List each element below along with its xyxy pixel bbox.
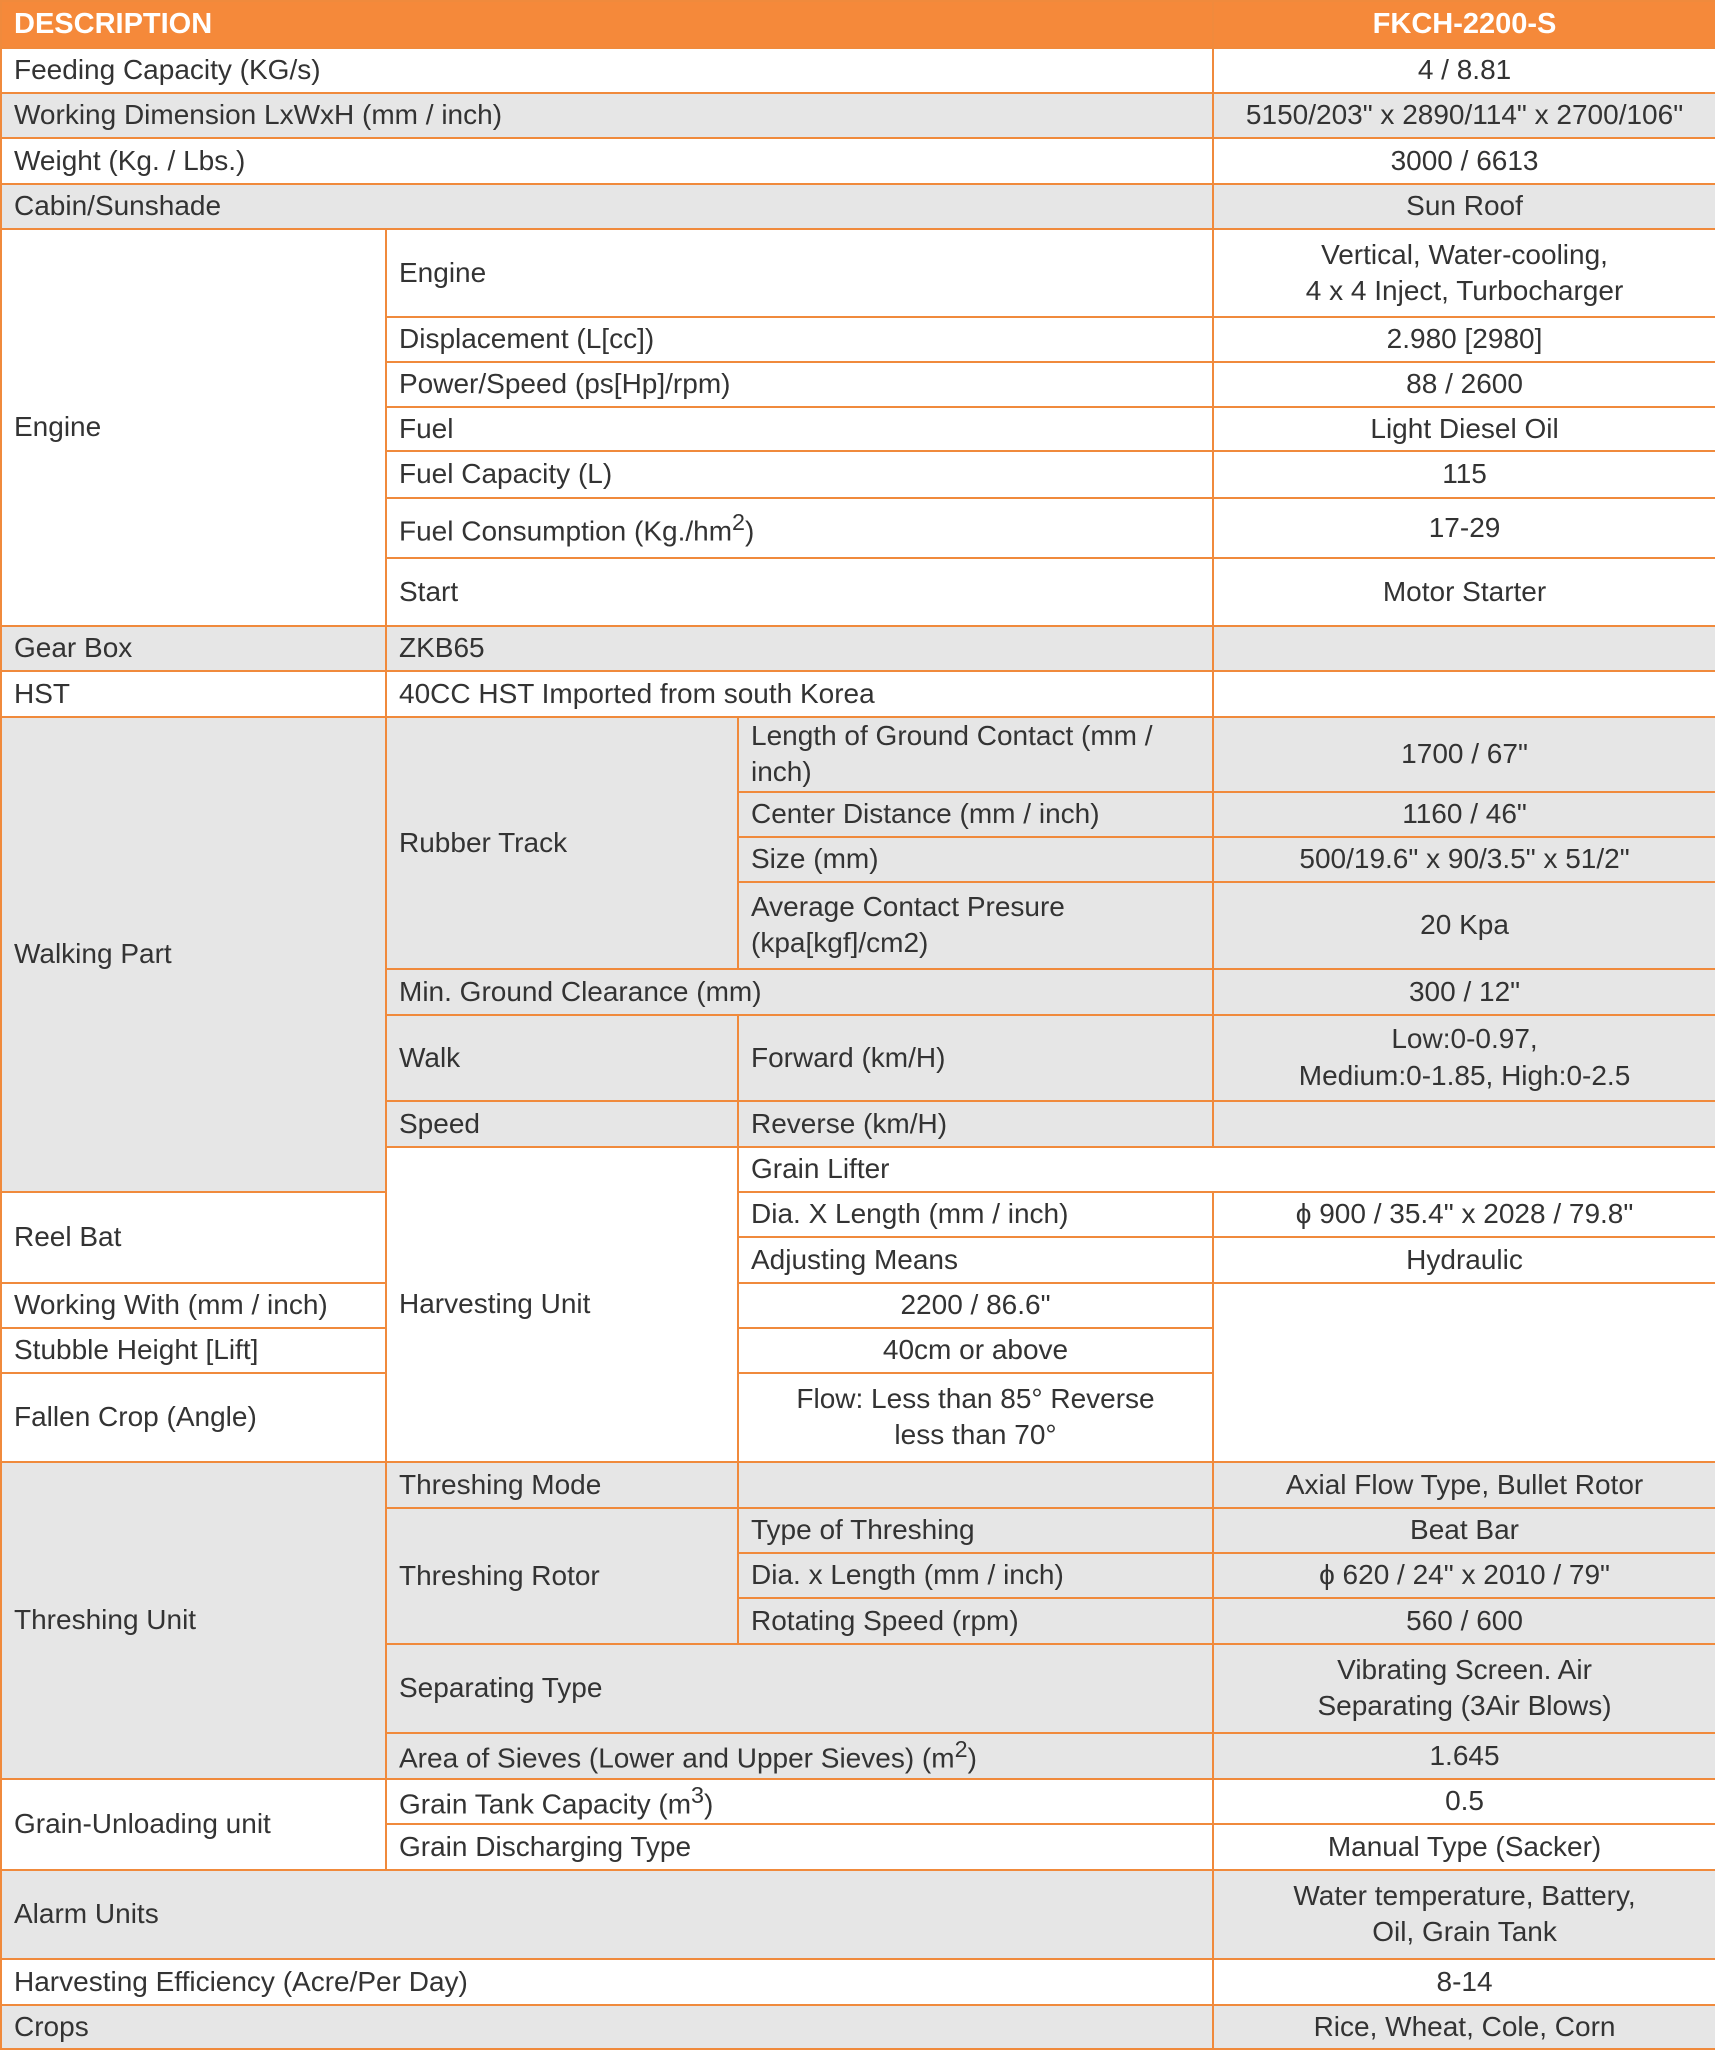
table-row [1,184,1715,229]
row-label: Dia. X Length (mm / inch) [738,1192,1213,1237]
row-value: 40cm or above [738,1328,1213,1373]
row-value: 500/19.6" x 90/3.5" x 51/2" [1213,837,1715,882]
row-value: 40CC HST Imported from south Korea [386,671,1213,717]
row-label: Displacement (L[cc]) [386,317,1213,362]
row-label: Fuel Capacity (L) [386,451,1213,498]
row-empty [1213,626,1715,671]
row-value: Manual Type (Sacker) [1213,1824,1715,1870]
label-sup: 2 [954,1736,968,1763]
label-sup: 3 [691,1781,705,1808]
row-value: 1160 / 46" [1213,792,1715,837]
label-tail: ) [967,1742,977,1774]
subgroup-speed: Speed [386,1101,738,1147]
header-model: FKCH-2200-S [1213,1,1715,48]
row-label: Center Distance (mm / inch) [738,792,1213,837]
row-empty [1213,671,1715,717]
row-label: HST [1,671,386,717]
group-harvesting: Harvesting Unit [386,1147,738,1462]
subgroup-threshing-rotor: Threshing Rotor [386,1508,738,1644]
row-value: Water temperature, Battery, Oil, Grain Tank [1213,1870,1715,1959]
row-value: 4 / 8.81 [1213,48,1715,93]
row-value: 1.645 [1213,1733,1715,1779]
row-label [386,1779,1213,1824]
row-label: Gear Box [1,626,386,671]
label-sup: 2 [732,508,746,535]
group-threshing: Threshing Unit [1,1462,386,1779]
row-label [386,1733,1213,1779]
row-value: 1700 / 67" [1213,717,1715,792]
table-row [1,1462,1715,1508]
table-row [1,1779,1715,1824]
row-value: Vertical, Water-cooling, 4 x 4 Inject, Turbocharger [1213,229,1715,317]
row-label [386,498,1213,558]
row-label: Harvesting Efficiency (Acre/Per Day) [1,1959,1213,2005]
row-label: Alarm Units [1,1870,1213,1959]
table-row [1,2005,1715,2049]
row-label: Average Contact Presure (kpa[kgf]/cm2) [738,882,1213,969]
row-value: 560 / 600 [1213,1598,1715,1644]
table-row [1,1870,1715,1959]
header-row [1,1,1715,48]
group-unloading: Grain-Unloading unit [1,1779,386,1870]
row-label: Fallen Crop (Angle) [1,1373,738,1462]
group-engine: Engine [1,229,386,626]
row-value: ϕ 900 / 35.4" x 2028 / 79.8" [1213,1192,1715,1237]
label-tail: ) [745,514,755,546]
table-row [1,1283,1715,1328]
row-label: Min. Ground Clearance (mm) [386,969,1213,1015]
label-text: Grain Tank Capacity (m [399,1788,692,1820]
row-label: Fuel [386,407,1213,451]
row-value: 3000 / 6613 [1213,138,1715,184]
table-row [1,48,1715,93]
row-value: 0.5 [1213,1779,1715,1824]
row-label: Working Dimension LxWxH (mm / inch) [1,93,1213,138]
row-value: 2.980 [2980] [1213,317,1715,362]
row-value: Low:0-0.97, Medium:0-1.85, High:0-2.5 [1213,1015,1715,1101]
row-label: Size (mm) [738,837,1213,882]
row-label: Rotating Speed (rpm) [738,1598,1213,1644]
row-label: Reverse (km/H) [738,1101,1213,1147]
row-value: ZKB65 [386,626,1213,671]
row-value: 8-14 [1213,1959,1715,2005]
row-label: Engine [386,229,1213,317]
row-label: Stubble Height [Lift] [1,1328,738,1373]
row-label: Grain Lifter [738,1147,1715,1192]
header-description: DESCRIPTION [1,1,1213,48]
row-value: Motor Starter [1213,558,1715,626]
row-label: Cabin/Sunshade [1,184,1213,229]
table-row [1,1373,1715,1462]
row-empty [738,1462,1213,1508]
row-value: 115 [1213,451,1715,498]
row-value: ϕ 620 / 24" x 2010 / 79" [1213,1553,1715,1598]
row-value: Flow: Less than 85° Reverse less than 70° [738,1373,1213,1462]
table-row [1,1959,1715,2005]
label-tail: ) [704,1788,714,1820]
row-value: Beat Bar [1213,1508,1715,1553]
row-label: Separating Type [386,1644,1213,1733]
subgroup-rubber-track: Rubber Track [386,717,738,969]
row-label: Forward (km/H) [738,1015,1213,1101]
row-label: Grain Discharging Type [386,1824,1213,1870]
row-label: Dia. x Length (mm / inch) [738,1553,1213,1598]
subgroup-walk: Walk [386,1015,738,1101]
table-row [1,93,1715,138]
group-walking: Walking Part [1,717,386,1192]
row-label: Weight (Kg. / Lbs.) [1,138,1213,184]
table-row [1,717,1715,792]
row-label: Type of Threshing [738,1508,1213,1553]
row-value: 17-29 [1213,498,1715,558]
row-value: Vibrating Screen. Air Separating (3Air Blows) [1213,1644,1715,1733]
row-value: 300 / 12" [1213,969,1715,1015]
row-label: Length of Ground Contact (mm / inch) [738,717,1213,792]
table-row [1,138,1715,184]
row-label: Power/Speed (ps[Hp]/rpm) [386,362,1213,407]
table-row [1,626,1715,671]
label-text: Fuel Consumption (Kg./hm [399,514,733,546]
subgroup-reel-bat: Reel Bat [1,1192,386,1283]
row-label: Crops [1,2005,1213,2049]
row-label: Adjusting Means [738,1237,1213,1283]
row-label: Feeding Capacity (KG/s) [1,48,1213,93]
row-value: Light Diesel Oil [1213,407,1715,451]
table-row [1,671,1715,717]
table-row [1,229,1715,317]
row-value: 5150/203" x 2890/114" x 2700/106" [1213,93,1715,138]
row-value: Axial Flow Type, Bullet Rotor [1213,1462,1715,1508]
row-value: Hydraulic [1213,1237,1715,1283]
row-value: Rice, Wheat, Cole, Corn [1213,2005,1715,2049]
row-value [1213,1101,1715,1147]
row-value: 2200 / 86.6" [738,1283,1213,1328]
table-row [1,1192,1715,1237]
table-row [1,1328,1715,1373]
row-label: Working With (mm / inch) [1,1283,738,1328]
row-value: Sun Roof [1213,184,1715,229]
row-label: Threshing Mode [386,1462,738,1508]
label-text: Area of Sieves (Lower and Upper Sieves) (m [399,1742,955,1774]
row-value: 20 Kpa [1213,882,1715,969]
row-label: Start [386,558,1213,626]
row-value: 88 / 2600 [1213,362,1715,407]
